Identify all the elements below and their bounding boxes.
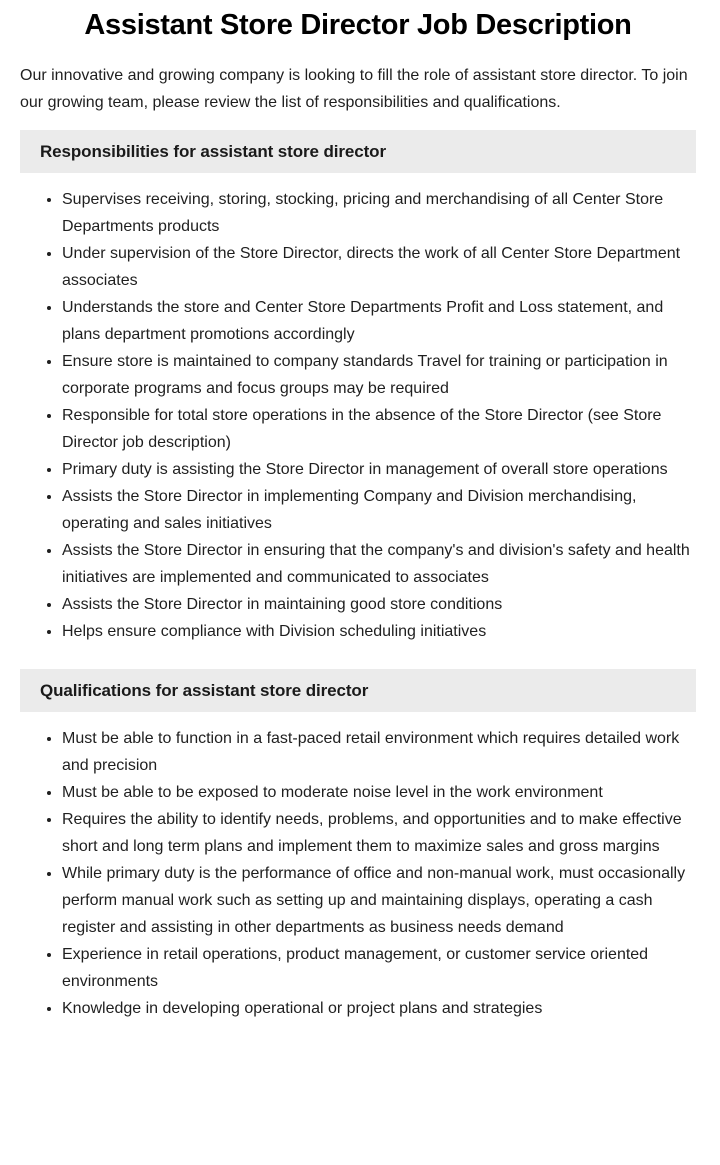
list-item: • Requires the ability to identify needs, problems, and opportunities and to make effective short and long term plans and implement them to maximize sales and gross margins <box>62 806 696 860</box>
section-qualifications <box>20 669 696 1022</box>
responsibilities-list <box>20 186 696 645</box>
list-item: • Ensure store is maintained to company standards Travel for training or participation in corporate programs and focus groups may be required <box>62 348 696 402</box>
responsibilities-section-heading-text: Responsibilities for assistant store director <box>40 141 386 161</box>
responsibilities-section-heading <box>20 130 696 173</box>
list-item: • Under supervision of the Store Director, directs the work of all Center Store Department associates <box>62 240 696 294</box>
list-item: • Primary duty is assisting the Store Director in management of overall store operations <box>62 456 696 483</box>
list-item: • Assists the Store Director in ensuring that the company's and division's safety and health initiatives are implemented and communicated to associates <box>62 537 696 591</box>
list-item: • Must be able to be exposed to moderate noise level in the work environment <box>62 779 696 806</box>
list-item: • Must be able to function in a fast-paced retail environment which requires detailed work and precision <box>62 725 696 779</box>
list-item: • While primary duty is the performance of office and non-manual work, must occasionally perform manual work such as setting up and maintaining displays, operating a cash register and assisting in other departments as business needs demand <box>62 860 696 941</box>
list-item: • Assists the Store Director in maintaining good store conditions <box>62 591 696 618</box>
list-item: • Assists the Store Director in implementing Company and Division merchandising, operating and sales initiatives <box>62 483 696 537</box>
list-item: • Responsible for total store operations in the absence of the Store Director (see Store Director job description) <box>62 402 696 456</box>
section-responsibilities <box>20 130 696 645</box>
list-item: • Helps ensure compliance with Division scheduling initiatives <box>62 618 696 645</box>
list-item: • Experience in retail operations, product management, or customer service oriented environments <box>62 941 696 995</box>
intro-paragraph: Our innovative and growing company is looking to fill the role of assistant store director. To join our growing team, please review the list of responsibilities and qualifications. <box>20 67 688 111</box>
list-item: • Supervises receiving, storing, stocking, pricing and merchandising of all Center Store Departments products <box>62 186 696 240</box>
page-title: Assistant Store Director Job Description <box>84 9 632 41</box>
qualifications-list <box>20 725 696 1022</box>
list-item: • Knowledge in developing operational or project plans and strategies <box>62 995 696 1022</box>
qualifications-section-heading <box>20 669 696 712</box>
list-item: • Understands the store and Center Store Departments Profit and Loss statement, and plans department promotions accordingly <box>62 294 696 348</box>
qualifications-section-heading-text: Qualifications for assistant store director <box>40 680 369 700</box>
